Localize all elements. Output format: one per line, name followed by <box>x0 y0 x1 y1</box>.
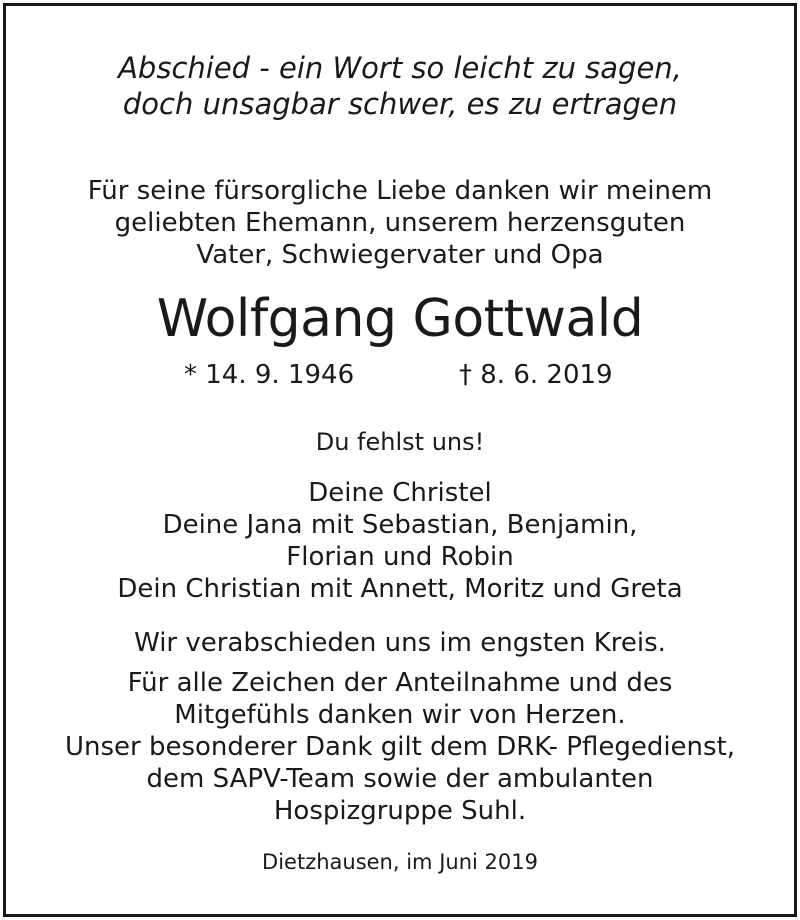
intro-line-1: Für seine fürsorgliche Liebe danken wir meinem <box>87 176 713 206</box>
deceased-name: Wolfgang Gottwald <box>156 289 644 349</box>
death-date: † 8. 6. 2019 <box>459 360 613 390</box>
family-line-2: Deine Jana mit Sebastian, Benjamin, <box>162 510 638 540</box>
notice-line-2: Für alle Zeichen der Anteilnahme und des <box>127 668 673 698</box>
poem-line-2: doch unsagbar schwer, es zu ertragen <box>122 87 678 121</box>
farewell-line: Du fehlst uns! <box>315 428 485 456</box>
poem-line-1: Abschied - ein Wort so leicht zu sagen, <box>118 51 682 85</box>
notice-line-3: Mitgefühls danken wir von Herzen. <box>174 700 626 730</box>
place-date: Dietzhausen, im Juni 2019 <box>262 850 538 874</box>
notice-line-4: Unser besonderer Dank gilt dem DRK- Pflegedienst, <box>64 732 736 762</box>
birth-date: * 14. 9. 1946 <box>184 360 355 390</box>
intro-line-2: geliebten Ehemann, unserem herzensguten <box>114 208 686 238</box>
family-line-4: Dein Christian mit Annett, Moritz und Greta <box>117 574 683 604</box>
family-line-3: Florian und Robin <box>286 542 514 572</box>
obituary-frame <box>3 3 797 917</box>
notice-line-6: Hospizgruppe Suhl. <box>273 796 527 826</box>
obituary-content <box>6 6 794 914</box>
notice-line-1: Wir verabschieden uns im engsten Kreis. <box>134 628 666 658</box>
intro-line-3: Vater, Schwiegervater und Opa <box>196 240 604 270</box>
family-line-1: Deine Christel <box>308 478 492 508</box>
notice-line-5: dem SAPV-Team sowie der ambulanten <box>146 764 654 794</box>
